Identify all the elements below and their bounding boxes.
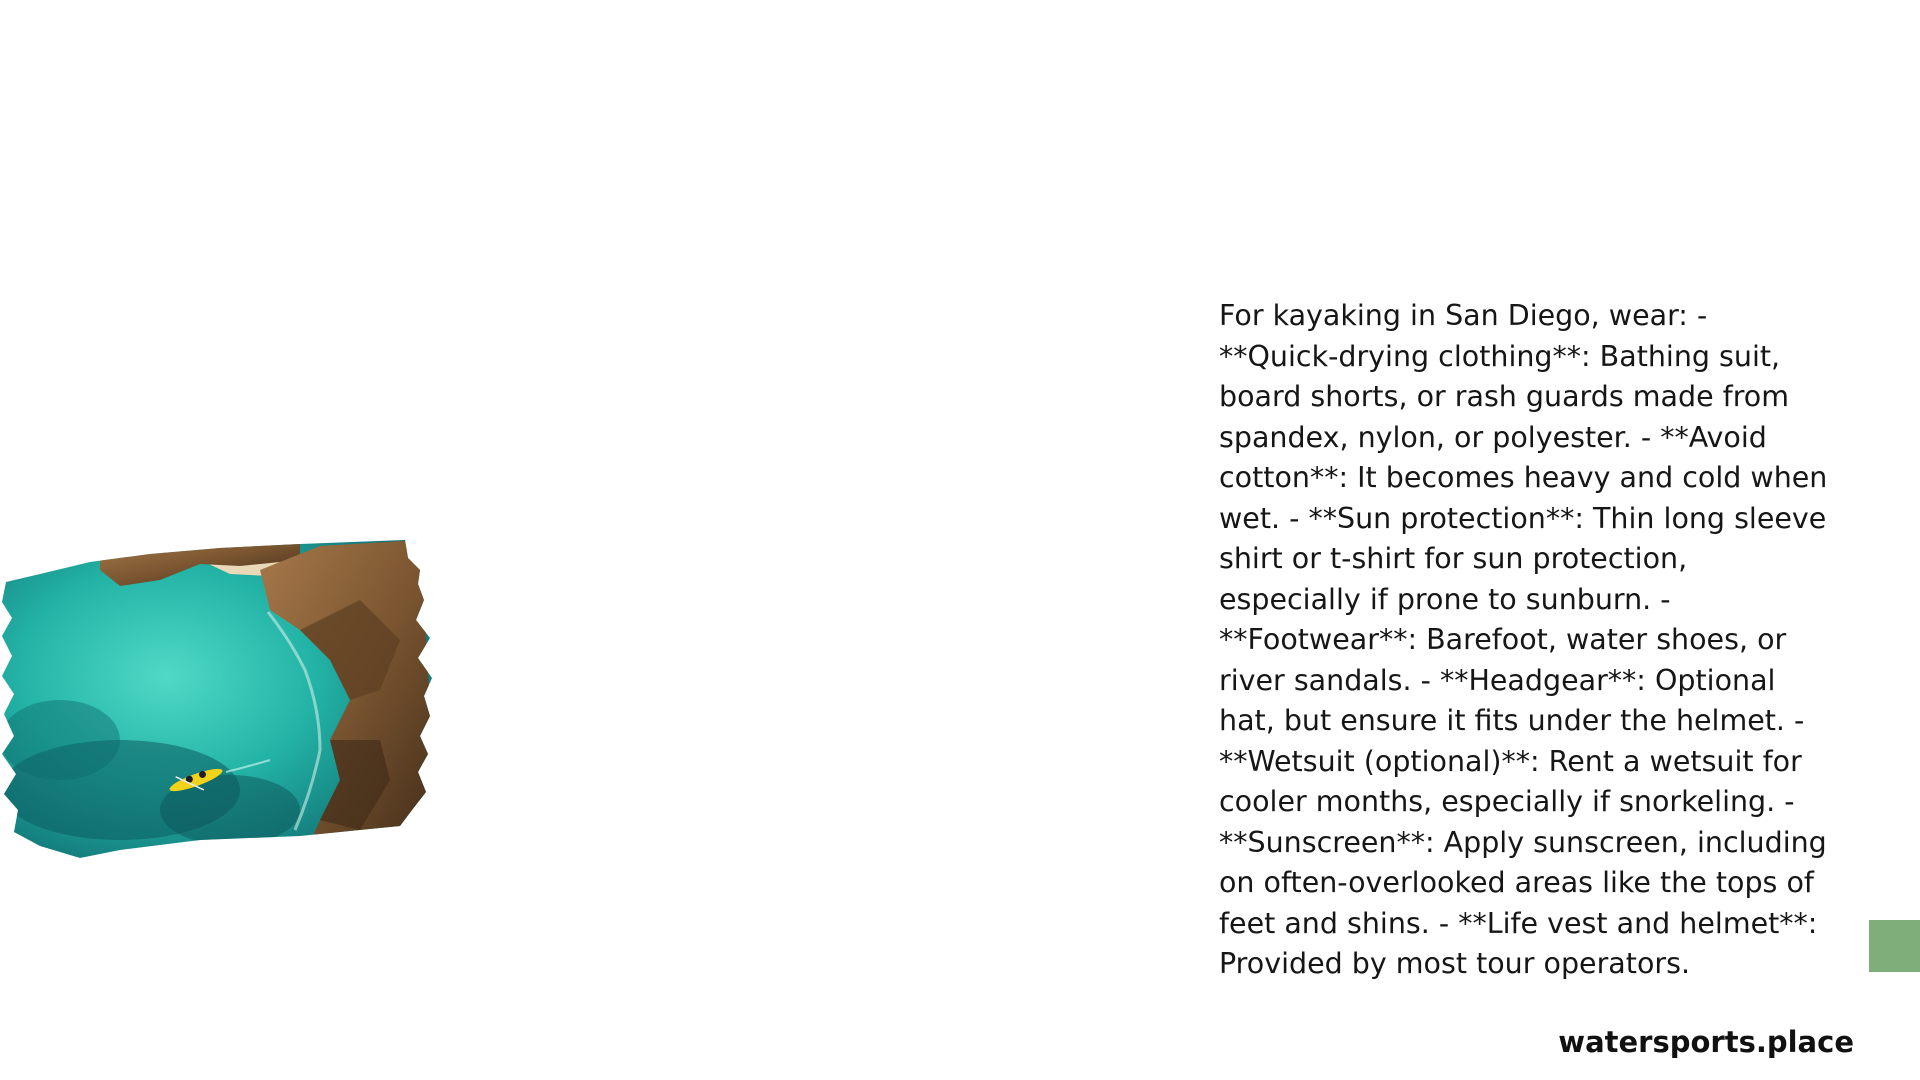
kayak-cove-photo (0, 540, 440, 865)
clothing-advice-text: For kayaking in San Diego, wear: - **Quick-drying clothing**: Bathing suit, board shorts, or rash guards made from spandex, nylon, or polyester. - **Avoid cotton**: It becomes heavy and cold when wet. - **Sun protection**: Thin long sleeve shirt or t-shirt for sun protection, especially if prone to sunburn. - **Footwear**: Barefoot, water shoes, or river sandals. - **Headgear**: Optional hat, but ensure it fits under the helmet. - **Wetsuit (optional)**: Rent a wetsuit for cooler months, especially if snorkeling. - **Sunscreen**: Apply sunscreen, including on often-overlooked areas like the tops of feet and shins. - **Life vest and helmet**: Provided by most tour operators. (1219, 299, 1828, 980)
green-accent-tab (1869, 920, 1920, 972)
brand-watermark: watersports.place (1558, 1025, 1854, 1059)
